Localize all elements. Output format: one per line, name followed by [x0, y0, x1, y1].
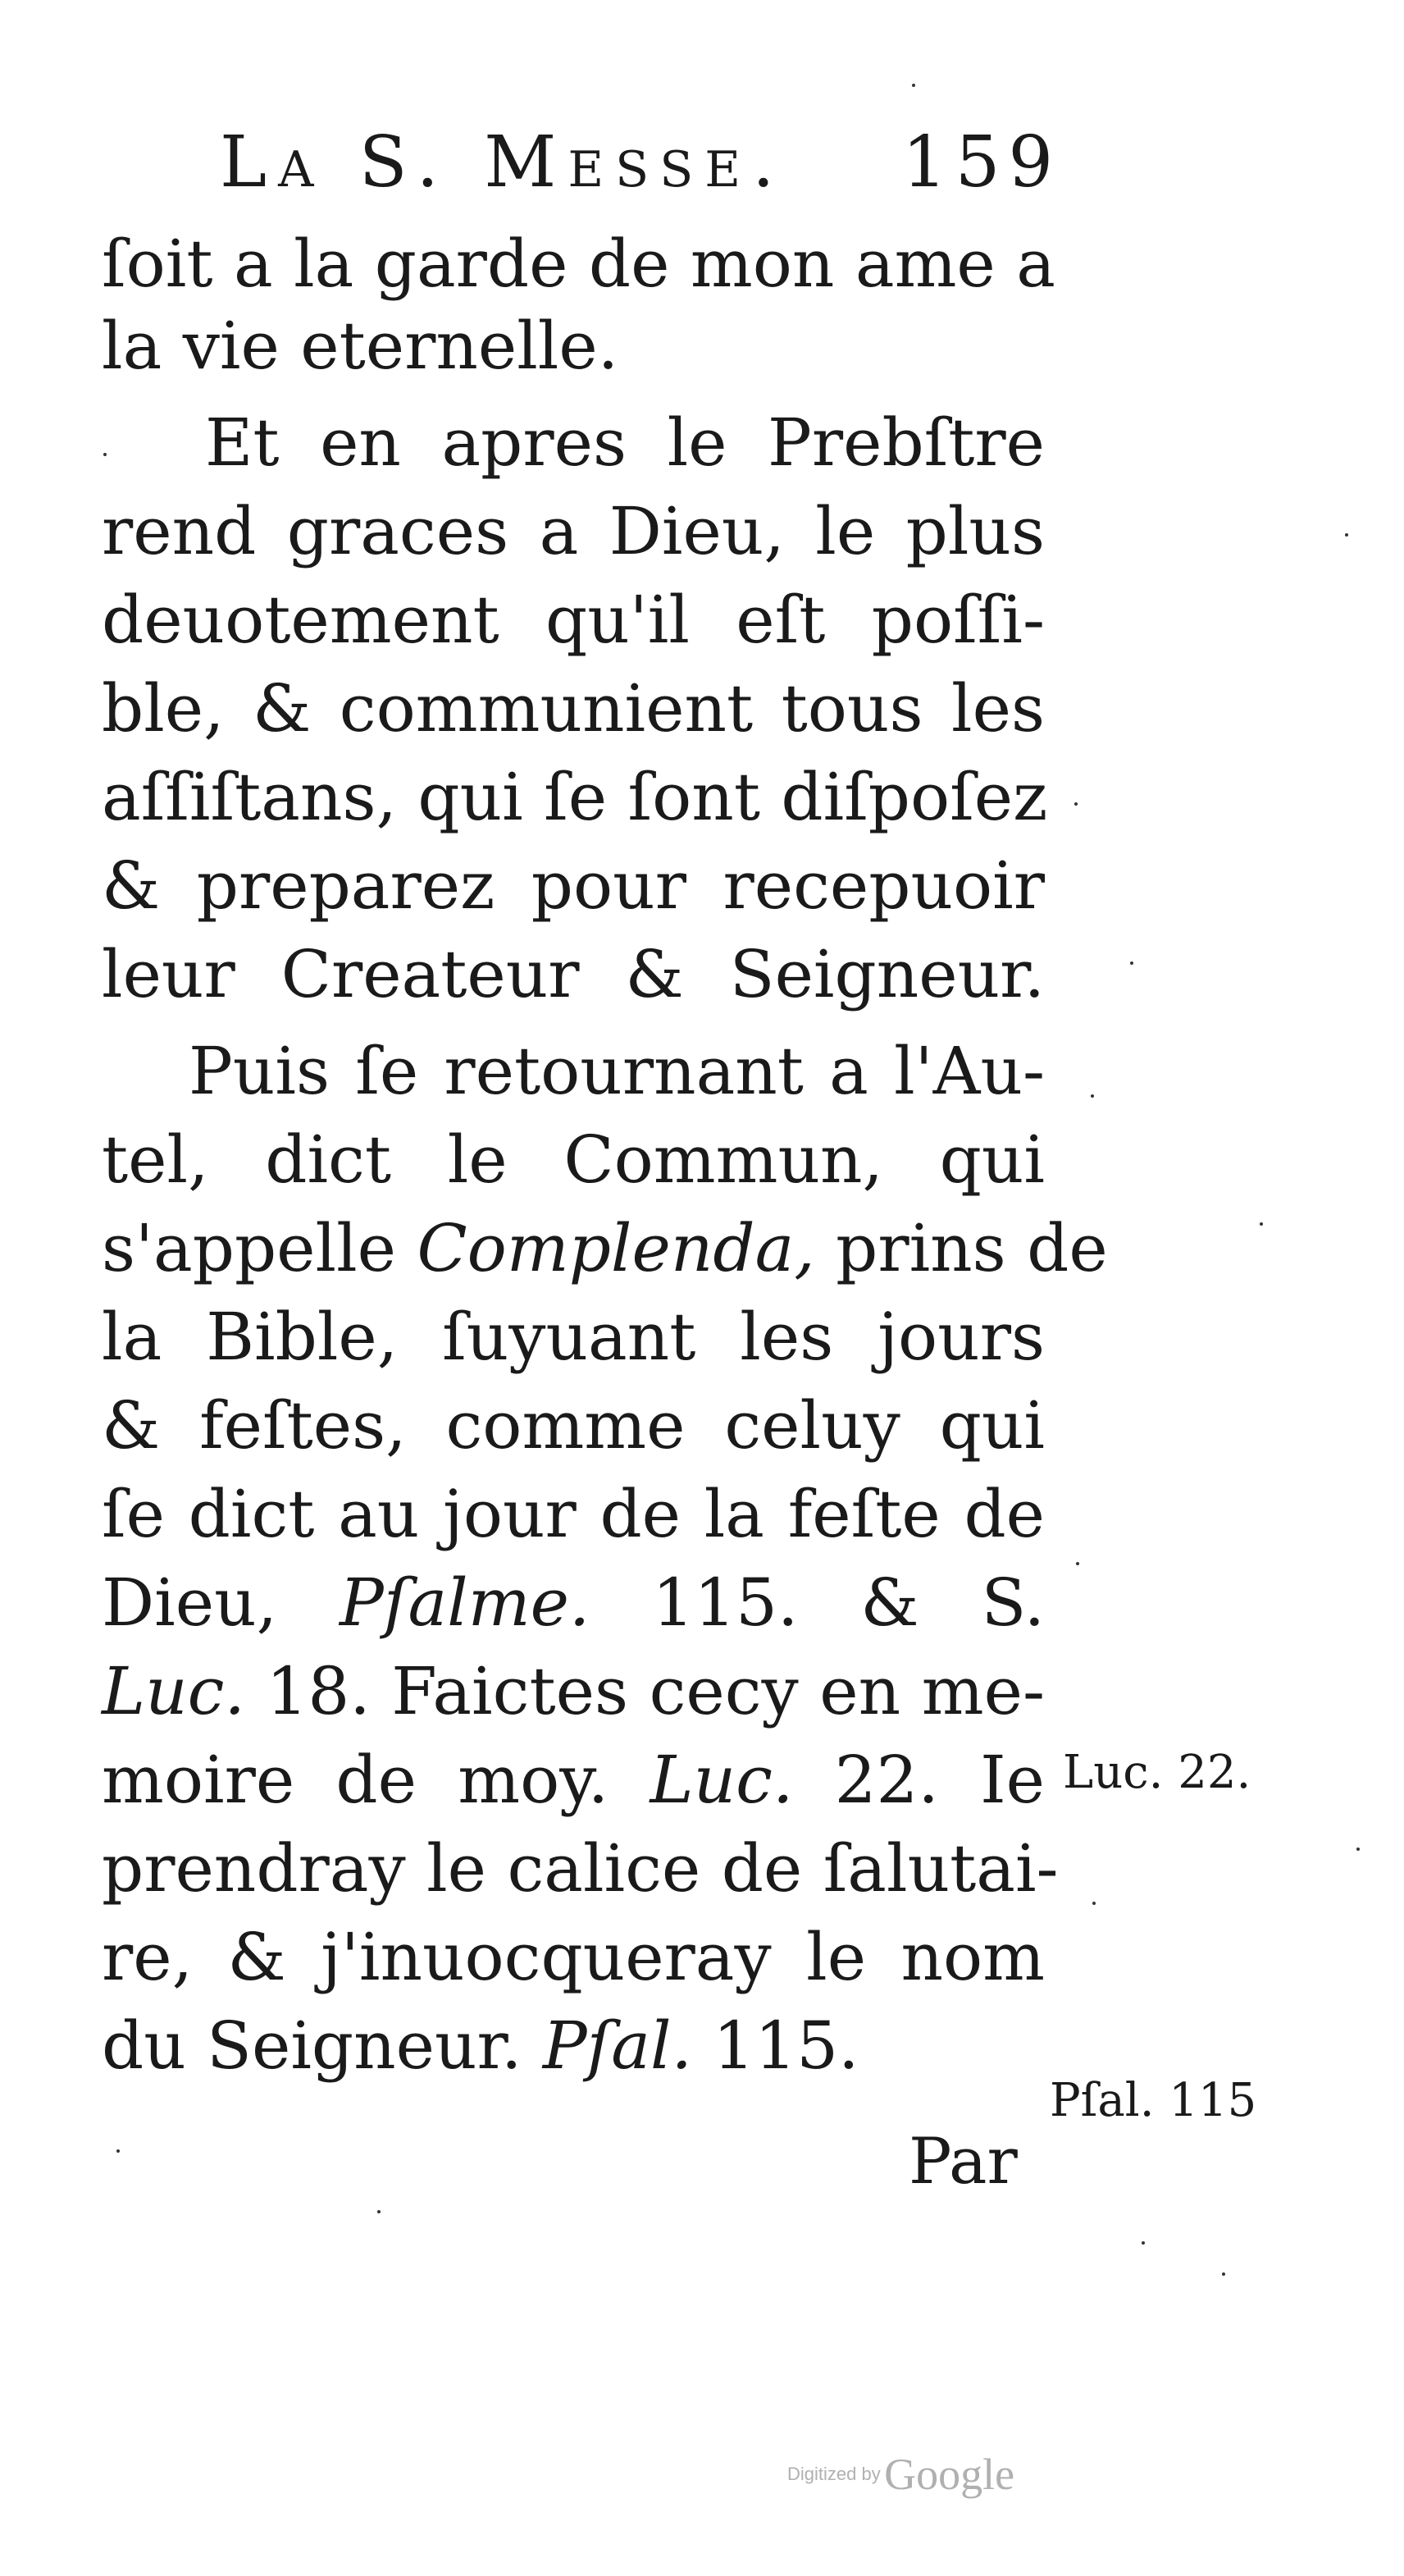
text-line-20: re, & j'inuocqueray le nom	[102, 1919, 1045, 1995]
text-line-11: tel, dict le Commun, qui	[102, 1121, 1045, 1198]
text-line-12: s'appelle Complenda, prins de	[102, 1210, 1108, 1286]
text-line-14: & feſtes, comme celuy qui	[102, 1387, 1045, 1464]
ink-speck	[1074, 802, 1078, 806]
ink-speck	[1356, 1848, 1360, 1851]
text-line-2: la vie eternelle.	[102, 308, 619, 384]
ink-speck	[103, 453, 107, 456]
text-line-21: du Seigneur. Pſal. 115.	[102, 2007, 859, 2084]
text-line-13: la Bible, ſuyuant les jours	[102, 1299, 1045, 1375]
ink-speck	[912, 84, 915, 87]
digitized-by-google-watermark: Digitized by Google	[787, 2450, 1015, 2499]
ink-speck	[377, 2210, 381, 2213]
text-line-5: deuotement qu'il eſt poſſi-	[102, 582, 1045, 658]
text-line-6: ble, & communient tous les	[102, 670, 1045, 747]
text-line-8: & preparez pour recepuoir	[102, 847, 1045, 924]
ink-speck	[1222, 2272, 1225, 2276]
text-line-1: ſoit a la garde de mon ame a	[102, 226, 1055, 302]
text-line-17: Luc. 18. Faictes cecy en me-	[102, 1653, 1045, 1729]
text-line-4: rend graces a Dieu, le plus	[102, 493, 1045, 569]
catchword: Par	[909, 2125, 1018, 2199]
ink-speck	[116, 2149, 120, 2153]
text-line-9: leur Createur & Seigneur.	[102, 936, 1045, 1012]
ink-speck	[1091, 1094, 1094, 1098]
ink-speck	[1130, 961, 1133, 965]
ink-speck	[1345, 533, 1348, 537]
text-line-3: Et en apres le Prebſtre	[205, 404, 1045, 481]
ink-speck	[1260, 1222, 1263, 1226]
margin-note-psal: Pſal. 115	[1050, 2074, 1257, 2127]
text-line-10: Puis ſe retournant a l'Au-	[189, 1033, 1045, 1109]
running-title: La S. Messe.	[220, 121, 786, 203]
text-line-16: Dieu, Pſalme. 115. & S.	[102, 1564, 1045, 1641]
text-line-15: ſe dict au jour de la feſte de	[102, 1476, 1045, 1552]
margin-note-luc: Luc. 22.	[1063, 1746, 1251, 1799]
ink-speck	[1142, 2241, 1145, 2245]
text-line-7: aſſiſtans, qui ſe ſont diſpoſez	[102, 759, 1048, 835]
ink-speck	[1076, 1562, 1079, 1565]
text-line-19: prendray le calice de ſalutai-	[102, 1830, 1059, 1907]
page-number: 159	[902, 121, 1062, 203]
ink-speck	[1092, 1902, 1096, 1905]
text-line-18: moire de moy. Luc. 22. Ie	[102, 1742, 1046, 1818]
